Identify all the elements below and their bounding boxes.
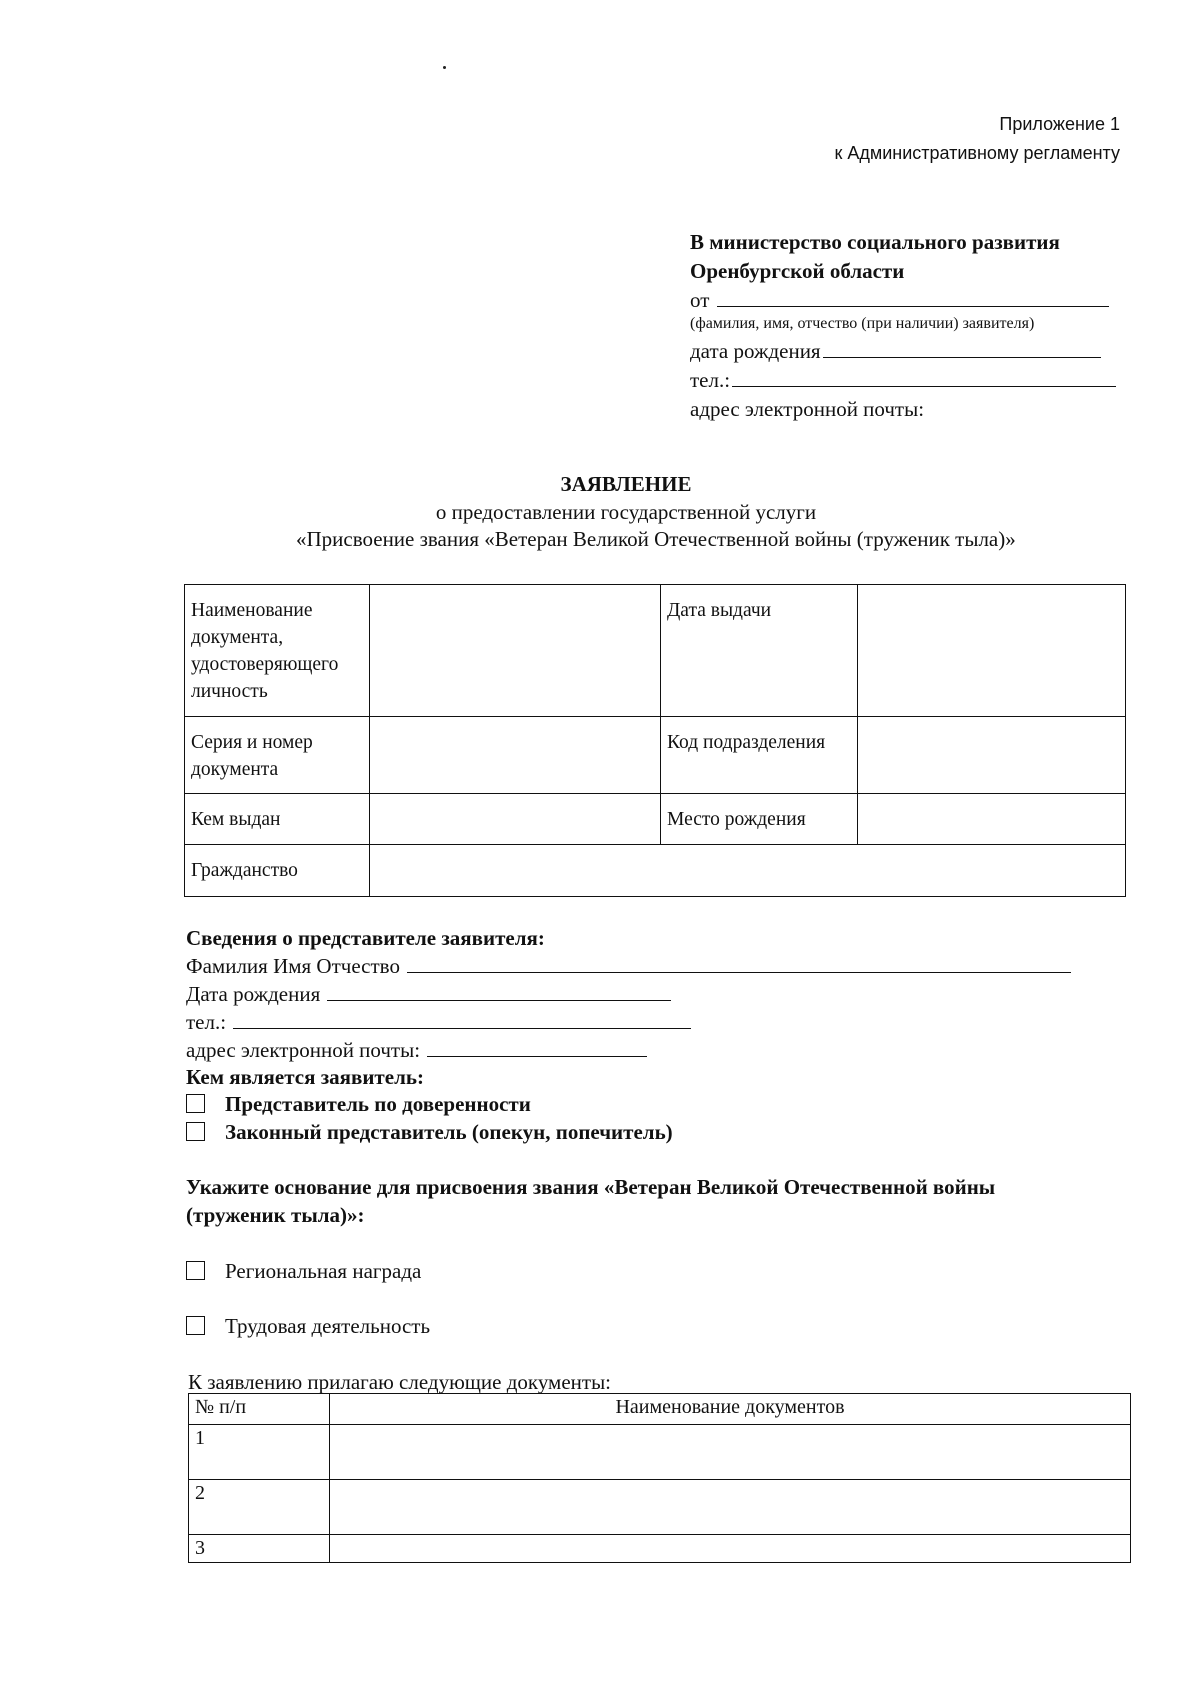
rep-name-label: Фамилия Имя Отчество <box>186 954 400 978</box>
col-name-header: Наименование документов <box>330 1394 1131 1425</box>
basis-heading-line-1: Укажите основание для присвоения звания «Ветеран Великой Отечественной войны <box>186 1175 996 1199</box>
phone-row <box>690 366 1116 394</box>
table-row <box>189 1480 1131 1535</box>
scan-speck <box>443 66 446 69</box>
row-number: 3 <box>189 1535 330 1563</box>
table-row <box>185 845 1126 897</box>
col-num-header: № п/п <box>189 1394 330 1425</box>
who-heading: Кем является заявитель: <box>186 1065 424 1089</box>
citizenship-label: Гражданство <box>185 845 370 897</box>
appendix-line-1: Приложение 1 <box>999 114 1120 134</box>
attachments-table <box>188 1393 1131 1563</box>
basis-option-labor-label: Трудовая деятельность <box>225 1314 431 1338</box>
table-row <box>185 585 1126 717</box>
row-document-field[interactable] <box>330 1480 1131 1535</box>
citizenship-field[interactable] <box>370 845 1126 897</box>
table-row <box>185 794 1126 845</box>
table-row <box>189 1535 1131 1563</box>
option-legal-label: Законный представитель (опекун, попечитель) <box>225 1120 673 1144</box>
doc-name-label: Наименование документа, удостоверяющего личность <box>185 585 370 717</box>
checkbox-labor-activity[interactable] <box>186 1316 205 1335</box>
row-document-field[interactable] <box>330 1535 1131 1563</box>
row-number: 1 <box>189 1425 330 1480</box>
checkbox-regional-award[interactable] <box>186 1261 205 1280</box>
row-document-field[interactable] <box>330 1425 1131 1480</box>
rep-email-field[interactable] <box>427 1036 647 1057</box>
option-proxy <box>186 1091 531 1118</box>
rep-phone-label: тел.: <box>186 1010 227 1034</box>
basis-option-labor <box>186 1313 430 1340</box>
from-label: от <box>690 288 710 312</box>
birthplace-label: Место рождения <box>661 794 858 845</box>
rep-phone-field[interactable] <box>233 1008 691 1029</box>
rep-email-label: адрес электронной почты: <box>186 1038 421 1062</box>
addressee-line-2: Оренбургской области <box>690 259 905 283</box>
email-label: адрес электронной почты: <box>690 397 925 421</box>
rep-birth-field[interactable] <box>327 980 671 1001</box>
option-legal <box>186 1119 673 1146</box>
birth-field[interactable] <box>823 337 1101 358</box>
rep-birth-row <box>186 980 671 1008</box>
page-subtitle-2: «Присвоение звания «Ветеран Великой Отечественной войны (труженик тыла)» <box>296 527 1016 551</box>
identity-document-table <box>184 584 1126 897</box>
basis-option-regional-label: Региональная награда <box>225 1259 422 1283</box>
phone-field[interactable] <box>732 366 1116 387</box>
issued-by-field[interactable] <box>370 794 661 845</box>
issue-date-label: Дата выдачи <box>661 585 858 717</box>
birth-row <box>690 337 1101 365</box>
checkbox-legal[interactable] <box>186 1122 205 1141</box>
page-subtitle-1: о предоставлении государственной услуги <box>435 500 817 524</box>
table-row <box>189 1425 1131 1480</box>
checkbox-proxy[interactable] <box>186 1094 205 1113</box>
table-row <box>185 717 1126 794</box>
rep-phone-row <box>186 1008 691 1036</box>
appendix-line-2: к Административному регламенту <box>834 143 1120 163</box>
addressee-line-1: В министерство социального развития <box>690 230 1060 254</box>
division-code-label: Код подразделения <box>661 717 858 794</box>
birthplace-field[interactable] <box>858 794 1126 845</box>
basis-heading-line-2: (труженик тыла)»: <box>186 1203 365 1227</box>
rep-email-row <box>186 1036 647 1064</box>
rep-name-row <box>186 952 1071 980</box>
option-proxy-label: Представитель по доверенности <box>225 1092 531 1116</box>
page-title: ЗАЯВЛЕНИЕ <box>560 472 692 496</box>
division-code-field[interactable] <box>858 717 1126 794</box>
birth-label: дата рождения <box>690 339 821 363</box>
rep-birth-label: Дата рождения <box>186 982 321 1006</box>
issued-by-label: Кем выдан <box>185 794 370 845</box>
representative-heading: Сведения о представителе заявителя: <box>186 926 545 950</box>
series-label: Серия и номер документа <box>185 717 370 794</box>
row-number: 2 <box>189 1480 330 1535</box>
from-hint: (фамилия, имя, отчество (при наличии) заявителя) <box>690 315 1035 332</box>
series-field[interactable] <box>370 717 661 794</box>
basis-option-regional <box>186 1258 421 1285</box>
phone-label: тел.: <box>690 368 731 392</box>
attachments-intro: К заявлению прилагаю следующие документы: <box>188 1370 612 1394</box>
issue-date-field[interactable] <box>858 585 1126 717</box>
table-header-row <box>189 1394 1131 1425</box>
doc-name-field[interactable] <box>370 585 661 717</box>
from-field[interactable] <box>717 286 1109 307</box>
rep-name-field[interactable] <box>407 952 1071 973</box>
